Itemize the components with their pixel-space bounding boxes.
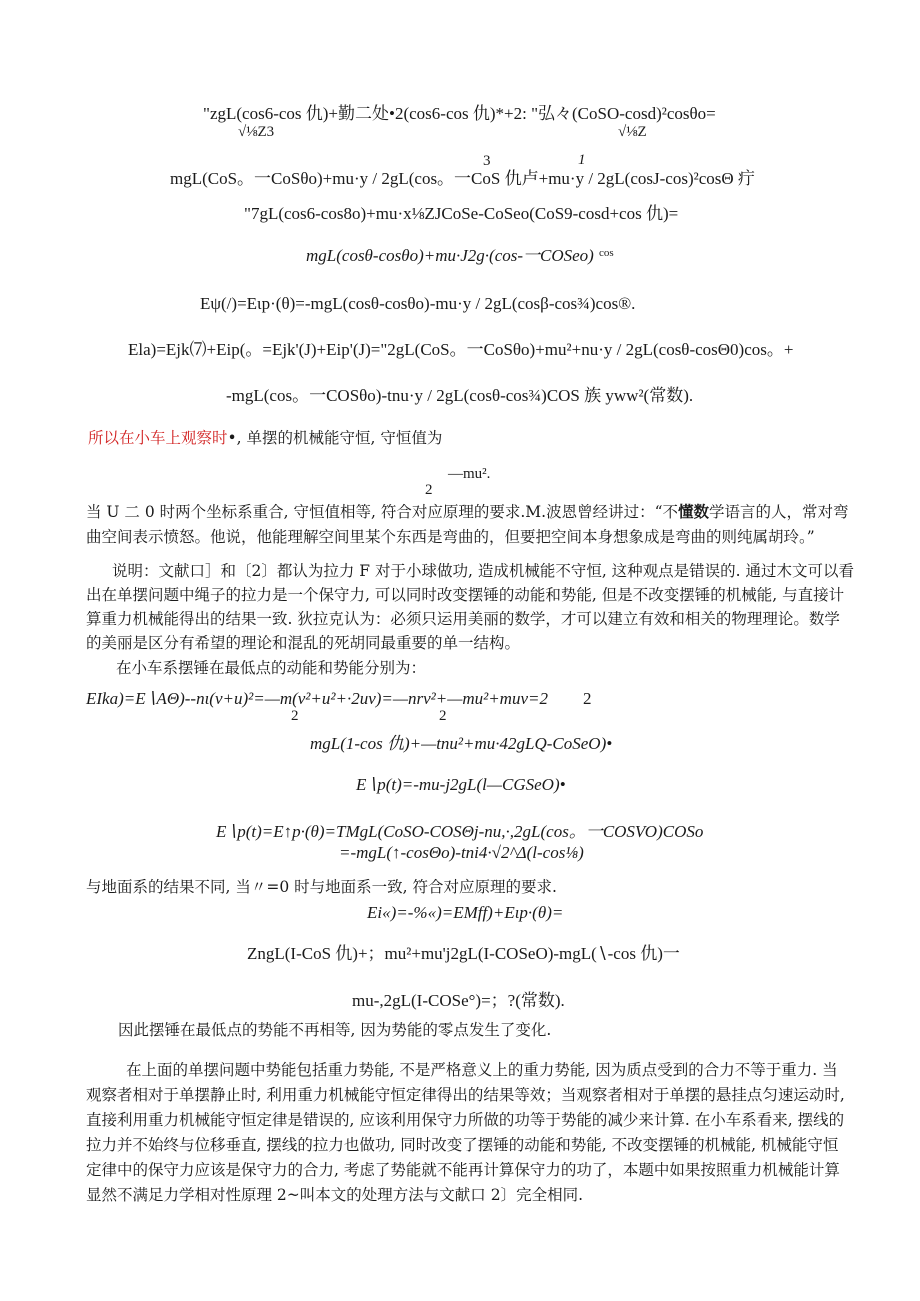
paragraph-note-line1: 说明：文献口］和〔2〕都认为拉力 F 对于小球做功, 造成机械能不守恒, 这种观点是错误的. 通过木文可以看 <box>112 562 855 580</box>
equation-potential-3: =-mgL(↑-cosΘo)-tni4·√2^Δ(l-cos⅛) <box>339 843 584 862</box>
paragraph-note-line2: 出在单摆问题中绳子的拉力是一个保守力, 可以同时改变摆锤的动能和势能, 但是不改变摆锤的机械能, 与直接计 <box>86 586 845 604</box>
equation-line-6: Ela)=Ejk⑺+Eip(。=Ejk'(J)+Eip'(J)="2gL(CoS。一CoSθo)+mu²+nu·y / 2gL(cosθ-cosΘ0)cos。+ <box>128 340 794 359</box>
equation-energy-3: mu-,2gL(I-COSe°)=；?(常数). <box>352 991 565 1010</box>
equation-kinetic: EIka)=E∖AΘ)--nι(v+u)²=—m(v²+u²+·2uv)=—nrv²+—mu²+muv=2 <box>86 689 548 708</box>
paragraph-conservation <box>88 428 442 448</box>
paragraph-final-line1: 在上面的单摆问题中势能包括重力势能, 不是严格意义上的重力势能, 因为质点受到的合力不等于重力. 当 <box>126 1061 838 1079</box>
equation-energy: Ei«)=-%«)=EMff)+Eιp·(θ)= <box>367 903 564 922</box>
paragraph-note-line4: 的美丽是区分有希望的理论和混乱的死胡同最重要的单一结构。 <box>86 634 521 652</box>
equation-line-1: "zgL(cos6-cos 仇)+勤二处•2(cos6-cos 仇)*+2: "弘々(CoSO-cosd)²cosθo= <box>203 104 716 123</box>
paragraph-note-line3: 算重力机械能得出的结果一致. 狄拉克认为：必须只运用美丽的数学，才可以建立有效和相关的物理理论。数学 <box>86 610 840 628</box>
paragraph-final-line4: 拉力并不始终与位移垂直, 摆线的拉力也做功, 同时改变了摆锤的动能和势能, 不改变摆锤的机械能, 机械能守恒 <box>86 1136 839 1154</box>
paragraph-final-line5: 定律中的保守力应该是保守力的合力, 考虑了势能就不能再计算保守力的功了，本题中如果按照重力机械能计算 <box>86 1161 840 1179</box>
paragraph-final-line6: 显然不满足力学相对性原理 2~叫本文的处理方法与文献口 2〕完全相同. <box>86 1186 583 1204</box>
equation-potential-2: E∖p(t)=E↑p·(θ)=TMgL(CoSO-COSΘj-nu,·,2gL(cos。一COSVO)COSo <box>216 822 704 841</box>
equation-line-3: "7gL(cos6-cos8o)+mu·x⅛ZJCoSe-CoSeo(CoS9-cosd+cos 仇)= <box>244 204 679 223</box>
paragraph-final-line3: 直接利用重力机械能守恒定律是错误的, 应该利用保守力所做的功等于势能的减少来计算. 在小车系看来, 摆线的 <box>86 1111 845 1129</box>
equation-kinetic-end: 2 <box>583 689 592 708</box>
paragraph-born-quote-line2: 曲空间表示愤怒。他说，他能理解空间里某个东西是弯曲的，但要把空间本身想象成是弯曲的则纯属胡玲。” <box>86 528 815 546</box>
text-span: 学语言的人，常对弯 <box>709 503 849 521</box>
equation-line-2: mgL(CoS。一CoSθo)+mu·y / 2gL(cos。一CoS 仇卢+mu·y / 2gL(cosJ-cos)²cosΘ 疔 <box>170 169 755 188</box>
paragraph-lowest-point: 在小车系摆锤在最低点的动能和势能分别为： <box>116 659 427 677</box>
highlighted-phrase: 所以在小车上观察时 <box>88 429 228 447</box>
equation-potential: E∖p(t)=-mu-j2gL(l—CGSeO)• <box>356 775 566 794</box>
equation-sup: 3 <box>483 153 491 169</box>
equation-kinetic-2: mgL(1-cos 仇)+—tnu²+mu·42gLQ-CoSeO)• <box>310 734 613 753</box>
paragraph-zero-point: 因此摆锤在最低点的势能不再相等, 因为势能的零点发生了变化. <box>118 1021 552 1039</box>
equation-line-4: mgL(cosθ-cosθo)+mu·J2g·(cos-一COSeo) <box>306 246 594 265</box>
equation-sup-right: 1 <box>578 152 586 168</box>
equation-sub-right: √⅛Z <box>618 124 647 140</box>
equation-line-7: -mgL(cos。一COSθo)-tnu·y / 2gL(cosθ-cos¾)COS 族 yww²(常数). <box>226 386 694 405</box>
equation-kinetic-sub2: 2 <box>439 708 447 724</box>
equation-kinetic-sub1: 2 <box>291 708 299 724</box>
equation-line-8: —mu². <box>448 466 491 482</box>
paragraph-final-line2: 观察者相对于单摆静止时, 利用重力机械能守恒定律得出的结果等效；当观察者相对于单摆的悬挂点匀速运动时, <box>86 1086 845 1104</box>
equation-sup-cos: cos <box>599 247 614 259</box>
paragraph-born-quote-line1 <box>86 502 849 522</box>
paragraph-ground-frame: 与地面系的结果不同, 当〃=0 时与地面系一致, 符合对应原理的要求. <box>86 878 557 896</box>
paragraph-rest: •, 单摆的机械能守恒, 守恒值为 <box>227 429 443 447</box>
text-span: 当 U 二 0 时两个坐标系重合, 守恒值相等, 符合对应原理的要求.M.波恩曾经讲过：“不 <box>86 503 678 521</box>
equation-sub-left: √⅛Z3 <box>238 124 275 140</box>
equation-fraction-2: 2 <box>425 482 433 498</box>
bold-span: 懂数 <box>678 502 710 521</box>
equation-line-5: Eψ(/)=Eιp·(θ)=-mgL(cosθ-cosθo)-mu·y / 2gL(cosβ-cos¾)cos®. <box>200 294 636 313</box>
equation-energy-2: ZngL(I-CoS 仇)+；mu²+mu'j2gL(I-COSeO)-mgL(∖-cos 仇)一 <box>247 944 680 963</box>
